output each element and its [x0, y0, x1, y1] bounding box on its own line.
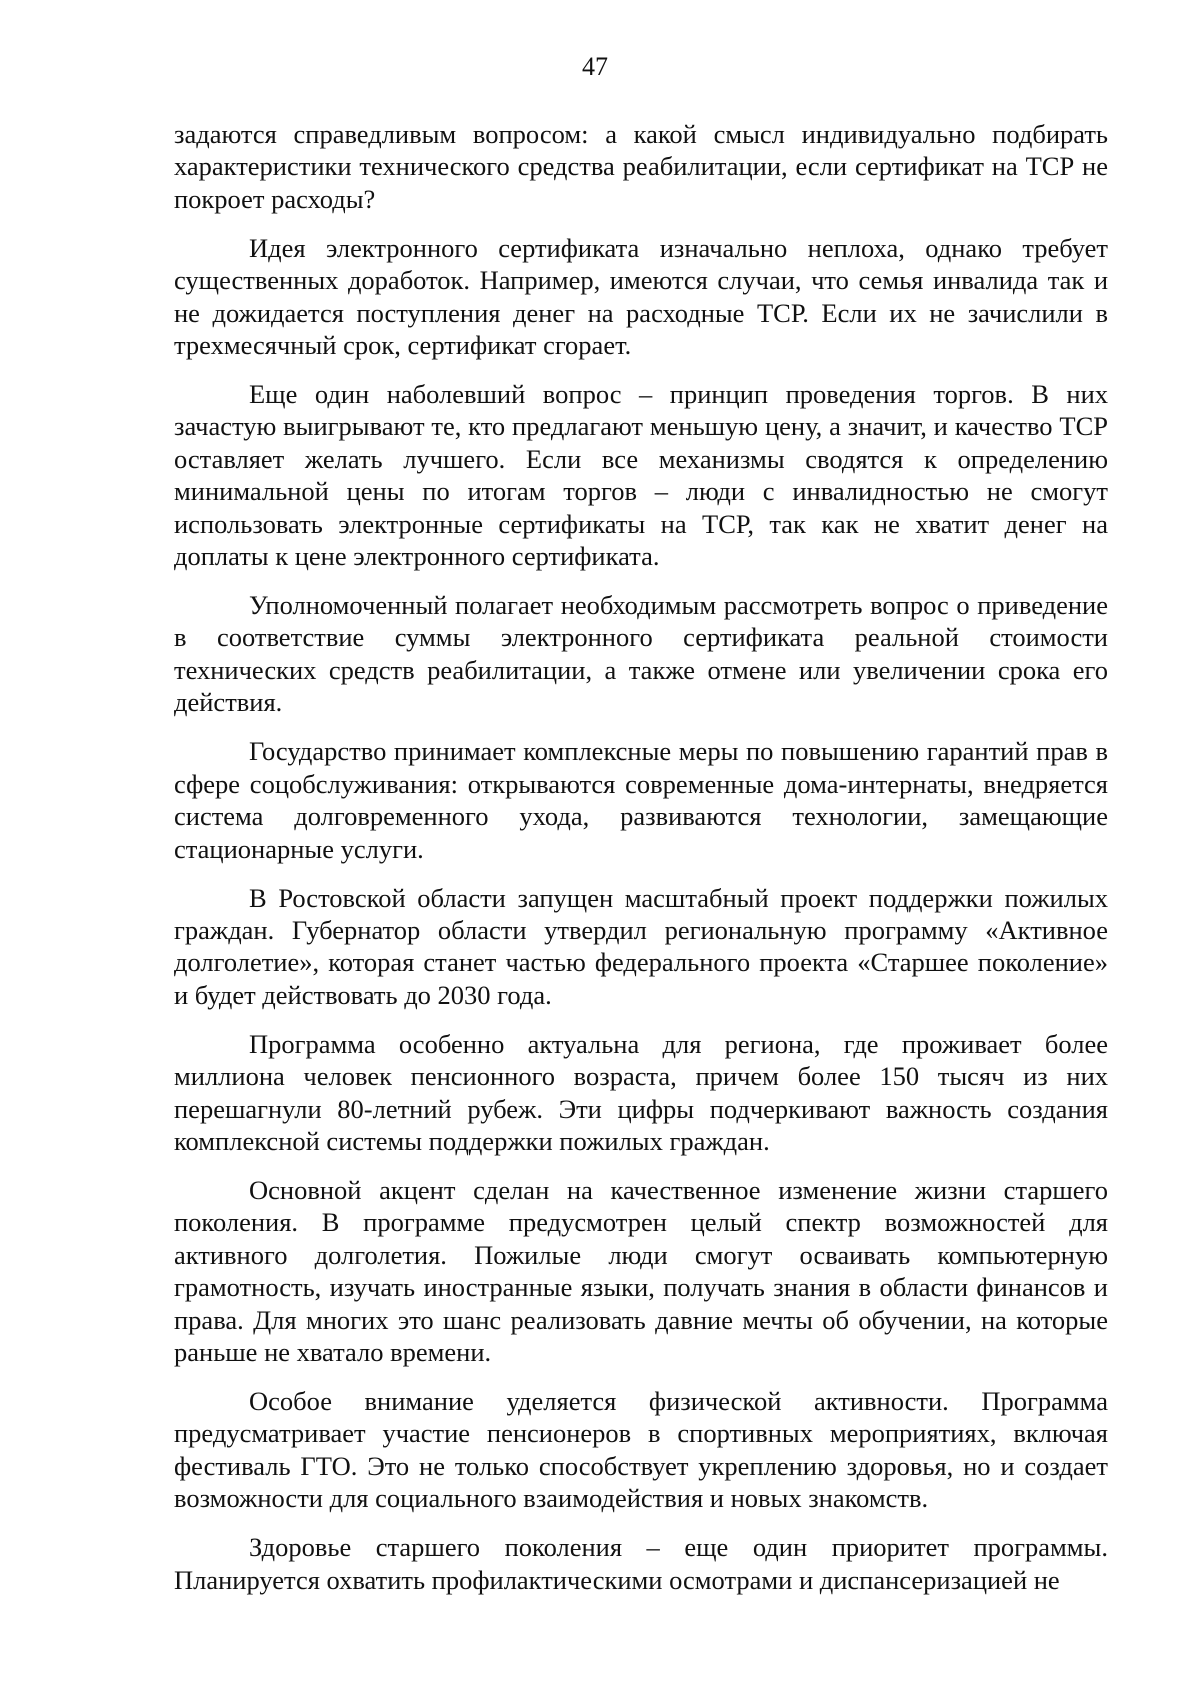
paragraph-electronic-certificate: Идея электронного сертификата изначально неплоха, однако требует существенных доработок. Например, имеются случаи, что семья инвалида так и не дожидается поступления денег на расходные ТСР. Если их не зачислили в трехмесячный срок, сертификат сгорает. [174, 232, 1108, 361]
paragraph-main-focus: Основной акцент сделан на качественное изменение жизни старшего поколения. В программе предусмотрен целый спектр возможностей для активного долголетия. Пожилые люди смогут осваивать компьютерную грамотность, изучать иностранные языки, получать знания в области финансов и права. Для многих это шанс реализовать давние мечты об обучении, на которые раньше не хватало времени. [174, 1174, 1108, 1367]
body-text [174, 118, 1108, 1596]
paragraph-tenders: Еще один наболевший вопрос – принцип проведения торгов. В них зачастую выигрывают те, кто предлагают меньшую цену, а значит, и качество ТСР оставляет желать лучшего. Если все механизмы сводятся к определению минимальной цены по итогам торгов – люди с инвалидностью не смогут использовать электронные сертификаты на ТСР, так как не хватит денег на доплаты к цене электронного сертификата. [174, 379, 1108, 572]
paragraph-physical-activity: Особое внимание уделяется физической активности. Программа предусматривает участие пенсионеров в спортивных мероприятиях, включая фестиваль ГТО. Это не только способствует укреплению здоровья, но и создает возможности для социального взаимодействия и новых знакомств. [174, 1385, 1108, 1514]
paragraph-state-measures: Государство принимает комплексные меры по повышению гарантий прав в сфере соцобслуживания: открываются современные дома-интернаты, внедряется система долговременного ухода, развиваются технологии, замещающие стационарные услуги. [174, 736, 1108, 864]
paragraph-rostov-project: В Ростовской области запущен масштабный проект поддержки пожилых граждан. Губернатор области утвердил региональную программу «Активное долголетие», которая станет частью федерального проекта «Старшее поколение» и будет действовать до 2030 года. [174, 882, 1108, 1010]
page-number: 47 [582, 52, 608, 81]
paragraph-ombudsman-proposal: Уполномоченный полагает необходимым рассмотреть вопрос о приведение в соответствие суммы электронного сертификата реальной стоимости технических средств реабилитации, а также отмене или увеличении срока его действия. [174, 590, 1108, 718]
paragraph-health-priority: Здоровье старшего поколения – еще один приоритет программы. Планируется охватить профилактическими осмотрами и диспансеризацией не [174, 1532, 1108, 1595]
paragraph-program-relevance: Программа особенно актуальна для региона, где проживает более миллиона человек пенсионного возраста, причем более 150 тысяч из них перешагнули 80-летний рубеж. Эти цифры подчеркивают важность создания комплексной системы поддержки пожилых граждан. [174, 1028, 1108, 1156]
paragraph-continuation: задаются справедливым вопросом: а какой смысл индивидуально подбирать характеристики технического средства реабилитации, если сертификат на ТСР не покроет расходы? [174, 119, 1108, 214]
